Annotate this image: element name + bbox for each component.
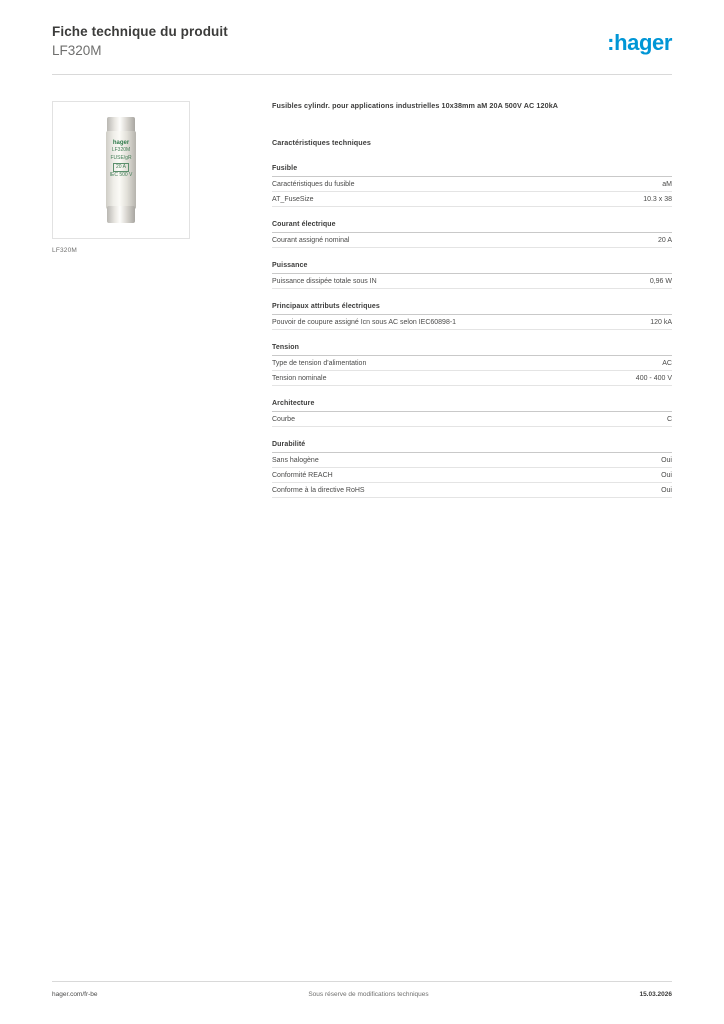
product-description: Fusibles cylindr. pour applications industrielles 10x38mm aM 20A 500V AC 120kA — [272, 100, 559, 110]
spec-group-title: Principaux attributs électriques — [272, 303, 672, 315]
spec-value: AC — [662, 359, 672, 367]
specs-column — [194, 101, 672, 498]
spec-group — [272, 441, 672, 498]
spec-group-title: Puissance — [272, 262, 672, 274]
fuse-cap-bottom — [107, 206, 135, 223]
table-row — [272, 315, 672, 330]
spec-value: 20 A — [657, 236, 672, 244]
spec-value: 10.3 x 38 — [643, 195, 672, 203]
spec-value: 120 kA — [650, 318, 672, 326]
table-row — [272, 468, 672, 483]
table-row — [272, 371, 672, 386]
spec-key: Courbe — [272, 415, 295, 423]
spec-value: Oui — [661, 486, 672, 494]
spec-group-title: Durabilité — [272, 441, 672, 453]
document-body — [52, 101, 672, 498]
spec-group — [272, 400, 672, 427]
table-row — [272, 192, 672, 207]
spec-group — [272, 344, 672, 386]
product-image-caption: LF320M — [52, 246, 78, 254]
spec-group — [272, 221, 672, 248]
spec-value: Oui — [661, 471, 672, 479]
fuse-label-brand: hager — [112, 139, 130, 146]
table-row — [272, 177, 672, 192]
table-row — [272, 483, 672, 498]
title-block — [52, 24, 228, 60]
fuse-body-label — [106, 139, 136, 180]
spec-group-title: Fusible — [272, 165, 672, 177]
product-image-frame — [52, 101, 190, 239]
footer-date: 15.03.2026 — [639, 991, 672, 998]
spec-value: Oui — [661, 456, 672, 464]
spec-value: aM — [662, 180, 672, 188]
spec-key: Conforme à la directive RoHS — [272, 486, 365, 494]
spec-value: 400 - 400 V — [635, 374, 672, 382]
fuse-label-line2: LF320M — [111, 147, 131, 154]
fuse-label-line4: 20 A — [113, 163, 129, 172]
spec-group-title: Tension — [272, 344, 672, 356]
table-row — [272, 233, 672, 248]
spec-value: C — [666, 415, 672, 423]
spec-key: Type de tension d'alimentation — [272, 359, 367, 367]
product-image-column — [52, 101, 194, 498]
table-row — [272, 412, 672, 427]
table-row — [272, 274, 672, 289]
page-title: Fiche technique du produit — [52, 24, 228, 39]
header-divider — [52, 74, 672, 75]
document-header — [52, 0, 672, 60]
spec-value: 0,96 W — [649, 277, 672, 285]
spec-group — [272, 262, 672, 289]
spec-key: Pouvoir de coupure assigné Icn sous AC selon IEC60898-1 — [272, 318, 457, 326]
table-row — [272, 356, 672, 371]
hager-logo: :hager — [607, 30, 672, 55]
spec-key: Caractéristiques du fusible — [272, 180, 355, 188]
fuse-label-line3: FUSE/gR — [110, 154, 132, 161]
spec-key: Courant assigné nominal — [272, 236, 350, 244]
spec-group — [272, 165, 672, 207]
spec-key: Puissance dissipée totale sous IN — [272, 277, 377, 285]
table-row — [272, 453, 672, 468]
footer-website-link[interactable]: hager.com/fr-be — [52, 991, 98, 998]
specs-section-title: Caractéristiques techniques — [272, 137, 371, 147]
page-subtitle: LF320M — [52, 42, 102, 58]
fuse-illustration — [106, 117, 136, 223]
fuse-label-line5: IEC 500 V — [109, 172, 133, 179]
spec-key: Tension nominale — [272, 374, 327, 382]
footer-disclaimer: Sous réserve de modifications techniques — [308, 991, 429, 998]
spec-group-title: Architecture — [272, 400, 672, 412]
spec-key: Conformité REACH — [272, 471, 333, 479]
spec-group — [272, 303, 672, 330]
spec-key: Sans halogène — [272, 456, 319, 464]
spec-group-title: Courant électrique — [272, 221, 672, 233]
document-footer — [52, 981, 672, 998]
spec-key: AT_FuseSize — [272, 195, 314, 203]
